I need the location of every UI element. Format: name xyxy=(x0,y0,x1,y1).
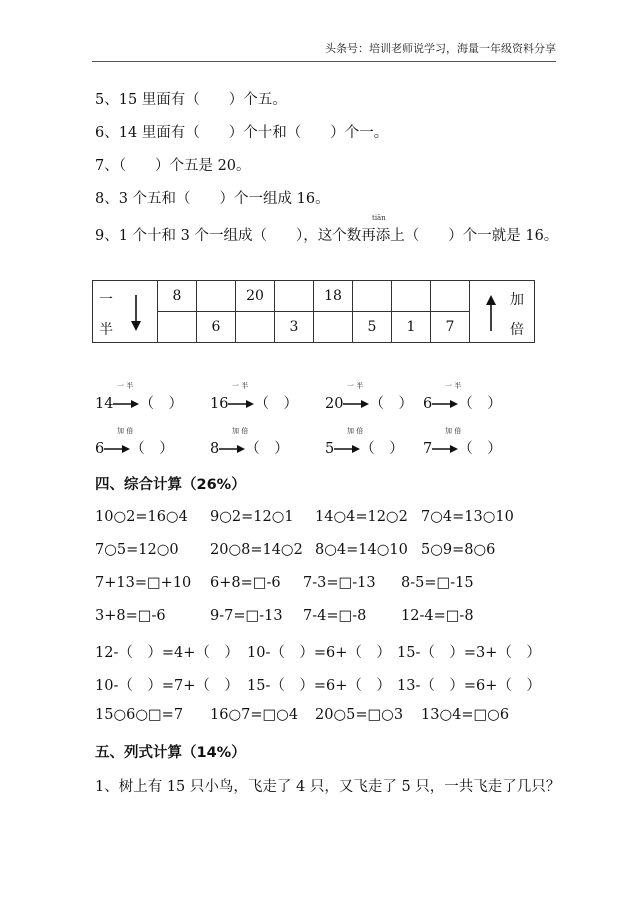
right-arrow-icon xyxy=(113,399,139,409)
calc-item: 10-（ ）=7+（ ） xyxy=(95,678,239,694)
right-arrow-icon xyxy=(228,399,254,409)
calc-item: 6+8=□-6 xyxy=(210,575,281,591)
calc-item: 5○9=8○6 xyxy=(421,542,496,558)
calc-item: 16○7=□○4 xyxy=(210,707,299,723)
question-9: 9、1 个十和 3 个一组成（ ），这个数再添上（ ）个一就是 16。 xyxy=(95,228,559,244)
right-arrow-icon xyxy=(432,444,458,454)
start-number: 14 xyxy=(95,396,114,412)
answer-blank: （ ） xyxy=(139,396,183,412)
calc-item: 9○2=12○1 xyxy=(210,509,294,525)
arrow-label: 加 倍 xyxy=(232,427,249,435)
word-problem-1: 1、树上有 15 只小鸟，飞走了 4 只，又飞走了 5 只，一共飞走了几只？ xyxy=(95,779,561,795)
arrow-label: 一 半 xyxy=(117,382,134,390)
double-item xyxy=(210,427,289,458)
start-number: 8 xyxy=(210,441,220,457)
answer-blank: （ ） xyxy=(360,441,404,457)
right-arrow-icon xyxy=(219,444,245,454)
table-cell xyxy=(236,312,275,343)
table-right-header xyxy=(470,281,535,343)
table-cell: 18 xyxy=(314,281,353,312)
calc-item: 15○6○□=7 xyxy=(95,707,184,723)
calc-item: 12-（ ）=4+（ ） xyxy=(95,645,239,661)
calc-item: 8○4=14○10 xyxy=(315,542,408,558)
answer-blank: （ ） xyxy=(369,396,413,412)
right-arrow-icon xyxy=(432,399,458,409)
answer-blank: （ ） xyxy=(254,396,298,412)
right-label-top: 加 xyxy=(510,292,524,308)
calc-item: 7○4=13○10 xyxy=(421,509,514,525)
calc-item: 15-（ ）=3+（ ） xyxy=(397,645,541,661)
table-cell xyxy=(353,281,392,312)
calc-item: 9-7=□-13 xyxy=(210,608,283,624)
calc-item: 10○2=16○4 xyxy=(95,509,188,525)
left-label-bottom: 半 xyxy=(99,322,113,338)
table-cell xyxy=(158,312,197,343)
page-header: 头条号：培训老师说学习，海量一年级资料分享 xyxy=(325,42,556,55)
answer-blank: （ ） xyxy=(458,396,502,412)
double-item xyxy=(325,427,404,458)
left-label-top: 一 xyxy=(99,292,113,308)
down-arrow-icon xyxy=(129,295,143,331)
calc-item: 7-4=□-8 xyxy=(303,608,367,624)
arrow-label: 一 半 xyxy=(232,382,249,390)
calc-item: 3+8=□-6 xyxy=(95,608,166,624)
right-arrow-icon xyxy=(104,444,130,454)
table-cell: 7 xyxy=(431,312,470,343)
table-cell: 1 xyxy=(392,312,431,343)
pinyin-annotation: tiān xyxy=(372,214,386,222)
start-number: 7 xyxy=(423,441,433,457)
start-number: 20 xyxy=(325,396,344,412)
calc-item: 7-3=□-13 xyxy=(303,575,376,591)
arrow-label: 加 倍 xyxy=(117,427,134,435)
section-5-title: 五、列式计算（14%） xyxy=(95,745,246,761)
answer-blank: （ ） xyxy=(458,441,502,457)
calc-item: 14○4=12○2 xyxy=(315,509,408,525)
calc-item: 7+13=□+10 xyxy=(95,575,192,591)
start-number: 6 xyxy=(423,396,433,412)
half-item xyxy=(210,382,298,413)
start-number: 5 xyxy=(325,441,335,457)
arrow-label: 一 半 xyxy=(445,382,462,390)
table-cell xyxy=(431,281,470,312)
table-cell: 5 xyxy=(353,312,392,343)
calc-item: 12-4=□-8 xyxy=(401,608,474,624)
table-cell xyxy=(314,312,353,343)
table-cell: 6 xyxy=(197,312,236,343)
right-arrow-icon xyxy=(334,444,360,454)
section-4-title: 四、综合计算（26%） xyxy=(95,477,246,493)
calc-item: 8-5=□-15 xyxy=(401,575,474,591)
arrow-label: 加 倍 xyxy=(445,427,462,435)
right-label-bottom: 倍 xyxy=(510,322,524,338)
double-item xyxy=(95,427,174,458)
answer-blank: （ ） xyxy=(130,441,174,457)
arrow-label: 一 半 xyxy=(347,382,364,390)
calc-item: 15-（ ）=6+（ ） xyxy=(247,678,391,694)
question-5: 5、15 里面有（ ）个五。 xyxy=(95,92,287,108)
calc-item: 13-（ ）=6+（ ） xyxy=(397,678,541,694)
calc-item: 20○5=□○3 xyxy=(315,707,404,723)
table-cell xyxy=(392,281,431,312)
table-cell xyxy=(275,281,314,312)
calc-item: 10-（ ）=6+（ ） xyxy=(247,645,391,661)
arrow-label: 加 倍 xyxy=(347,427,364,435)
question-6: 6、14 里面有（ ）个十和（ ）个一。 xyxy=(95,125,389,141)
up-arrow-icon xyxy=(484,295,498,331)
half-item xyxy=(423,382,502,413)
header-divider xyxy=(92,61,556,62)
answer-blank: （ ） xyxy=(245,441,289,457)
start-number: 16 xyxy=(210,396,229,412)
question-7: 7、（ ）个五是 20。 xyxy=(95,158,251,174)
half-item xyxy=(325,382,413,413)
calc-item: 7○5=12○0 xyxy=(95,542,179,558)
half-item xyxy=(95,382,183,413)
table-cell: 8 xyxy=(158,281,197,312)
calc-item: 20○8=14○2 xyxy=(210,542,303,558)
half-double-table xyxy=(92,280,535,343)
table-cell: 3 xyxy=(275,312,314,343)
right-arrow-icon xyxy=(343,399,369,409)
table-cell xyxy=(197,281,236,312)
start-number: 6 xyxy=(95,441,105,457)
double-item xyxy=(423,427,502,458)
table-left-header xyxy=(93,281,158,343)
question-8: 8、3 个五和（ ）个一组成 16。 xyxy=(95,191,330,207)
calc-item: 13○4=□○6 xyxy=(421,707,510,723)
table-cell: 20 xyxy=(236,281,275,312)
